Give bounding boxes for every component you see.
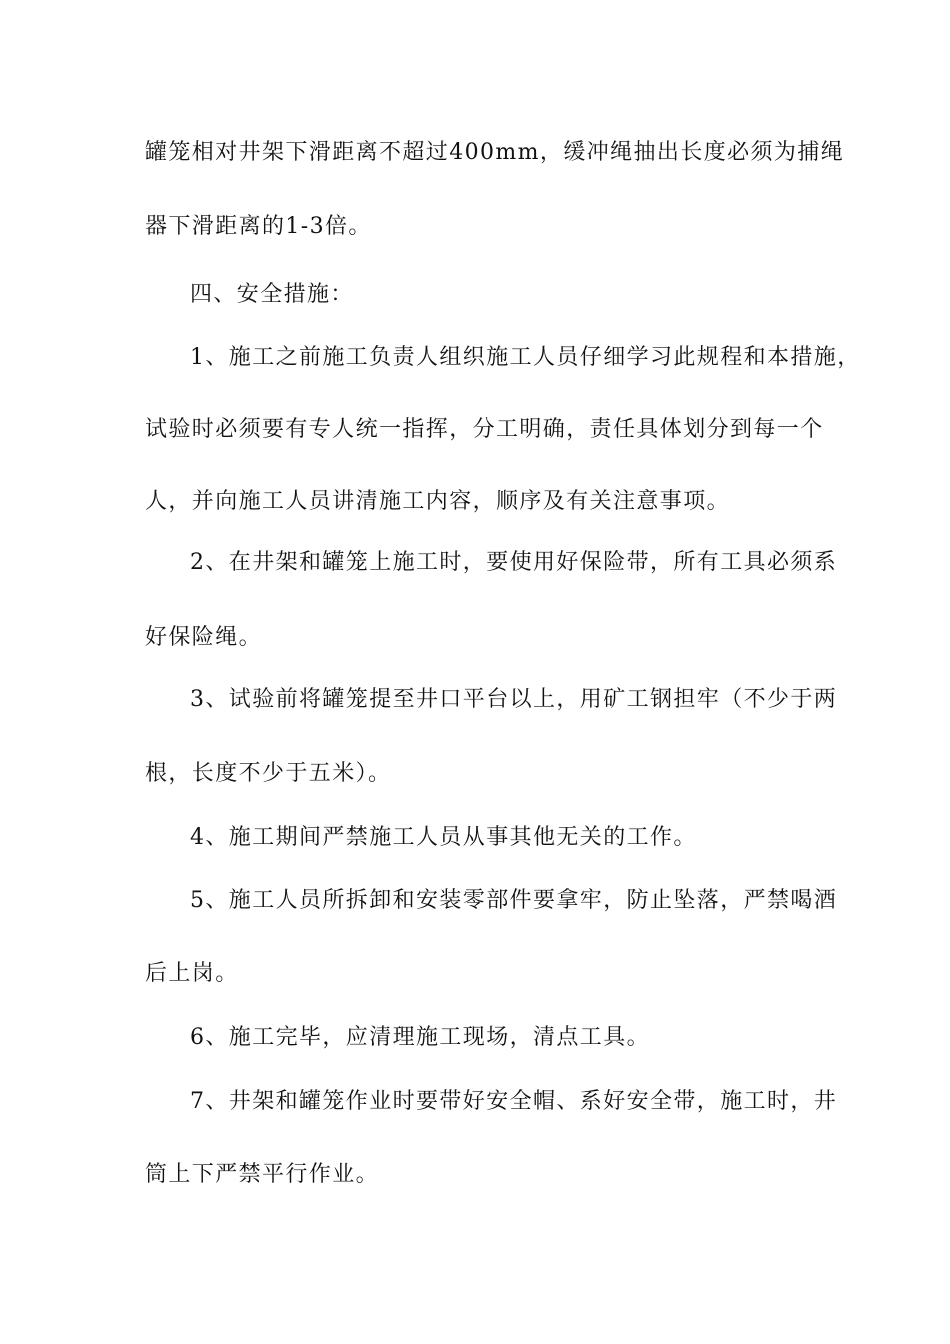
- text-line-13: 后上岗。: [145, 961, 239, 986]
- text-line-2: 器下滑距离的1-3倍。: [145, 214, 372, 239]
- text-line-item-6: 6、施工完毕，应清理施工现场，清点工具。: [190, 1025, 650, 1050]
- text-line-item-7: 7、井架和罐笼作业时要带好安全帽、系好安全带，施工时，井: [190, 1089, 838, 1114]
- text-line-item-5: 5、施工人员所拆卸和安装零部件要拿牢，防止坠落，严禁喝酒: [190, 888, 838, 913]
- text-line-8: 好保险绳。: [145, 625, 263, 650]
- text-line-6: 人，并向施工人员讲清施工内容，顺序及有关注意事项。: [145, 489, 731, 514]
- text-line-item-3: 3、试验前将罐笼提至井口平台以上，用矿工钢担牢（不少于两: [190, 687, 838, 712]
- text-line-item-1: 1、施工之前施工负责人组织施工人员仔细学习此规程和本措施，: [190, 345, 861, 370]
- text-line-10: 根，长度不少于五米）。: [145, 761, 392, 786]
- text-line-16: 筒上下严禁平行作业。: [145, 1162, 380, 1187]
- section-heading-safety-measures: 四、安全措施：: [190, 282, 354, 307]
- text-line-5: 试验时必须要有专人统一指挥，分工明确，责任具体划分到每一个: [145, 417, 824, 442]
- text-line-item-2: 2、在井架和罐笼上施工时，要使用好保险带，所有工具必须系: [190, 550, 838, 575]
- text-line-item-4: 4、施工期间严禁施工人员从事其他无关的工作。: [190, 825, 697, 850]
- text-line-1: 罐笼相对井架下滑距离不超过400mm，缓冲绳抽出长度必须为捕绳: [145, 140, 845, 165]
